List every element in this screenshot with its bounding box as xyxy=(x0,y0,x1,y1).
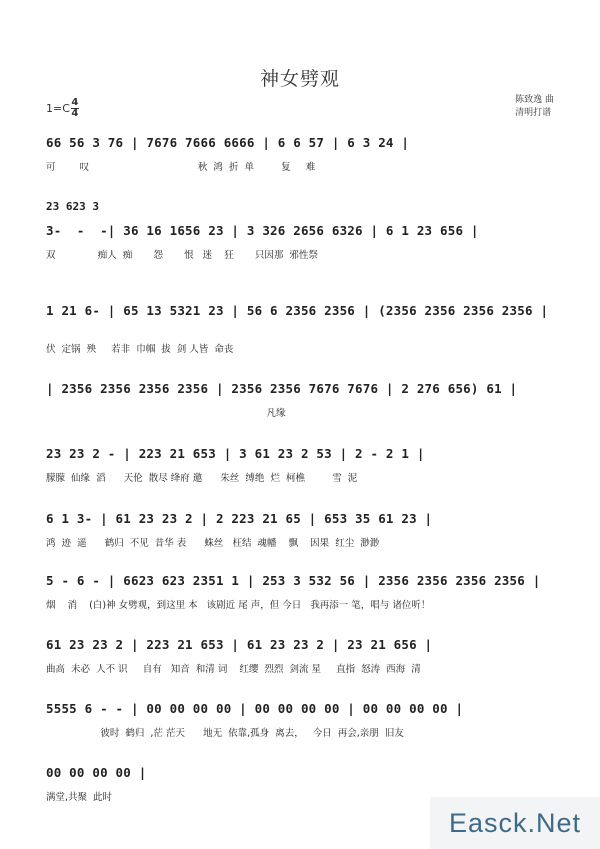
score-title: 神女劈观 xyxy=(259,68,340,90)
lyrics-line: 朦朦 仙缘 滔 天伦 散尽 绛府 邀 朱丝 缚绝 烂 柯樵 雪 泥 xyxy=(46,473,358,484)
notation-line: 6 1 3- | 61 23 23 2 | 2 223 21 65 | 653 35 61 23 | xyxy=(46,510,433,526)
lyrics-line: 烟 消 (白)神 女劈观，到这里 本 该剧近 尾 声，但 今日 我再添一 笔，唱与 诸位听！ xyxy=(46,600,431,611)
site-watermark: Easck.Net xyxy=(430,797,600,849)
lyrics-line: 鸿 迹 遥 鹤归 不见 昔华 表 蛛丝 枉结 魂幡 飘 因果 红尘 渺渺 xyxy=(46,538,380,549)
lyrics-line: 曲高 未必 人不 识 自有 知音 和清 词 红缨 烈烈 剑流 星 直指 怒涛 西海 清 xyxy=(46,664,421,675)
key-label: 1=C xyxy=(46,102,70,115)
notation-line: 1 21 6- | 65 13 5321 23 | 56 6 2356 2356 | (2356 2356 2356 2356 | xyxy=(46,302,549,318)
lyrics-line: 彼时 鹤归 ,茫 茫天 地无 依靠,孤身 离去， 今日 再会,亲朋 旧友 xyxy=(46,728,404,739)
key-signature xyxy=(46,98,79,119)
time-signature-top: 4 xyxy=(71,97,79,108)
lyrics-line: 凡缘 xyxy=(46,408,286,419)
lyrics-line: 伏 定锅 殃 若非 巾帼 拔 剑 人皆 命丧 xyxy=(46,344,234,355)
lyrics-line: 满堂,共聚 此时 xyxy=(46,792,113,803)
credits xyxy=(515,94,554,120)
notation-line: 5 - 6 - | 6623 623 2351 1 | 253 3 532 56 | 2356 2356 2356 2356 | xyxy=(46,572,541,588)
notation-line: 61 23 23 2 | 223 21 653 | 61 23 23 2 | 23 21 656 | xyxy=(46,636,433,652)
notation-line: 3- - -| 36 16 1656 23 | 3 326 2656 6326 | 6 1 23 656 | xyxy=(46,222,479,238)
upper-notation: 23 623 3 xyxy=(46,200,99,213)
notation-line: 23 23 2 - | 223 21 653 | 3 61 23 2 53 | 2 - 2 1 | xyxy=(46,445,425,461)
lyrics-line: 可 叹 秋 鸿 折 单 复 难 xyxy=(46,162,316,173)
arranger-credit: 清明打谱 xyxy=(515,108,552,118)
lyrics-line: 双 痴人 痴 怨 恨 迷 狂 只因那 邪性祭 xyxy=(46,250,318,261)
notation-line: 66 56 3 76 | 7676 7666 6666 | 6 6 57 | 6 3 24 | xyxy=(46,134,410,150)
time-signature xyxy=(71,98,79,119)
notation-line: | 2356 2356 2356 2356 | 2356 2356 7676 7676 | 2 276 656) 61 | xyxy=(46,380,518,396)
composer-credit: 陈致逸 曲 xyxy=(515,95,554,105)
notation-line: 00 00 00 00 | xyxy=(46,764,147,780)
notation-line: 5555 6 - - | 00 00 00 00 | 00 00 00 00 | 00 00 00 00 | xyxy=(46,700,464,716)
time-signature-bottom: 4 xyxy=(71,108,79,119)
